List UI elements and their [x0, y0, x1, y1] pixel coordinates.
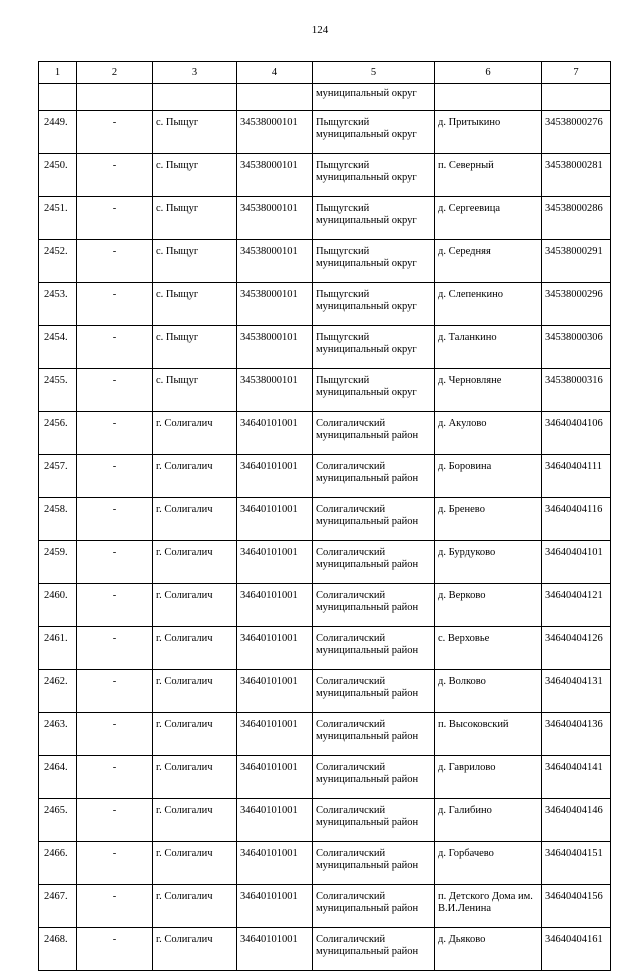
cell-oktmo-settlement: 34640404116 [542, 498, 611, 541]
cell-oktmo-settlement: 34538000291 [542, 240, 611, 283]
cell-row-number: 2463. [39, 713, 77, 756]
table-row [39, 541, 611, 584]
cell-settlement: д. Сергеевица [435, 197, 542, 240]
cell-settlement: д. Бурдуково [435, 541, 542, 584]
table-row [39, 197, 611, 240]
cell-dash: - [77, 928, 153, 971]
cell-oktmo-center: 34538000101 [237, 240, 313, 283]
cell-row-number: 2456. [39, 412, 77, 455]
cell-dash: - [77, 197, 153, 240]
cell-dash: - [77, 670, 153, 713]
table-row [39, 283, 611, 326]
cell-oktmo-settlement: 34640404111 [542, 455, 611, 498]
cell-oktmo-center: 34640101001 [237, 885, 313, 928]
table-row [39, 240, 611, 283]
cell-row-number: 2449. [39, 111, 77, 154]
cell-oktmo-settlement: 34538000296 [542, 283, 611, 326]
table-row [39, 799, 611, 842]
cell-district: Солигаличский муниципальный район [313, 670, 435, 713]
table-row [39, 498, 611, 541]
cell-dash: - [77, 369, 153, 412]
cell-district: Пыщугский муниципальный округ [313, 326, 435, 369]
cell-oktmo-settlement: 34538000281 [542, 154, 611, 197]
cell-settlement: д. Акулово [435, 412, 542, 455]
cell-district: Солигаличский муниципальный район [313, 799, 435, 842]
cell-admin-center: г. Солигалич [153, 627, 237, 670]
cell-settlement: п. Высоковский [435, 713, 542, 756]
cell-oktmo-settlement: 34538000316 [542, 369, 611, 412]
table-row [39, 584, 611, 627]
cell-settlement: д. Бренево [435, 498, 542, 541]
cell-oktmo-center: 34640101001 [237, 584, 313, 627]
cell-row-number: 2452. [39, 240, 77, 283]
cell-settlement: п. Северный [435, 154, 542, 197]
cell-oktmo-center: 34640101001 [237, 799, 313, 842]
cell-oktmo-settlement: 34640404126 [542, 627, 611, 670]
cell-admin-center: с. Пыщуг [153, 283, 237, 326]
cell-row-number: 2459. [39, 541, 77, 584]
settlements-table [38, 61, 611, 971]
cell-settlement: д. Черновляне [435, 369, 542, 412]
cell-oktmo-center: 34640101001 [237, 541, 313, 584]
cell-district: Пыщугский муниципальный округ [313, 283, 435, 326]
cell-settlement: д. Слепенкино [435, 283, 542, 326]
table-row [39, 154, 611, 197]
cell-admin-center: г. Солигалич [153, 756, 237, 799]
cell-row-number: 2454. [39, 326, 77, 369]
cell [153, 84, 237, 111]
cell-dash: - [77, 283, 153, 326]
cell-oktmo-center: 34538000101 [237, 326, 313, 369]
cell [435, 84, 542, 111]
column-header: 5 [313, 62, 435, 84]
continuation-row [39, 84, 611, 111]
cell-admin-center: с. Пыщуг [153, 111, 237, 154]
cell-oktmo-settlement: 34640404151 [542, 842, 611, 885]
cell-oktmo-settlement: 34640404146 [542, 799, 611, 842]
cell-district: Пыщугский муниципальный округ [313, 111, 435, 154]
table-row [39, 455, 611, 498]
cell-oktmo-center: 34538000101 [237, 197, 313, 240]
cell-admin-center: г. Солигалич [153, 670, 237, 713]
cell-dash: - [77, 584, 153, 627]
cell-oktmo-center: 34640101001 [237, 756, 313, 799]
column-header: 4 [237, 62, 313, 84]
cell-settlement: д. Верково [435, 584, 542, 627]
table-row [39, 842, 611, 885]
cell-settlement: д. Галибино [435, 799, 542, 842]
cell-district: Пыщугский муниципальный округ [313, 197, 435, 240]
cell-oktmo-settlement: 34640404106 [542, 412, 611, 455]
cell-admin-center: г. Солигалич [153, 713, 237, 756]
cell-district: Солигаличский муниципальный район [313, 627, 435, 670]
cell-oktmo-settlement: 34640404161 [542, 928, 611, 971]
cell-admin-center: г. Солигалич [153, 928, 237, 971]
page-number: 124 [311, 24, 329, 36]
cell-row-number: 2451. [39, 197, 77, 240]
table-row [39, 670, 611, 713]
cell-dash: - [77, 498, 153, 541]
column-header: 1 [39, 62, 77, 84]
cell-row-number: 2468. [39, 928, 77, 971]
cell-admin-center: с. Пыщуг [153, 197, 237, 240]
cell-oktmo-center: 34538000101 [237, 369, 313, 412]
cell-oktmo-settlement: 34538000286 [542, 197, 611, 240]
cell-settlement: д. Боровина [435, 455, 542, 498]
cell-settlement: д. Гаврилово [435, 756, 542, 799]
cell-dash: - [77, 799, 153, 842]
cell-oktmo-settlement: 34538000276 [542, 111, 611, 154]
column-header: 6 [435, 62, 542, 84]
table-row [39, 756, 611, 799]
cell-dash: - [77, 842, 153, 885]
cell-admin-center: с. Пыщуг [153, 326, 237, 369]
cell-oktmo-center: 34640101001 [237, 627, 313, 670]
cell [542, 84, 611, 111]
cell-district: Солигаличский муниципальный район [313, 584, 435, 627]
cell-district: Солигаличский муниципальный район [313, 412, 435, 455]
cell-admin-center: с. Пыщуг [153, 154, 237, 197]
cell-oktmo-center: 34538000101 [237, 111, 313, 154]
cell-oktmo-center: 34538000101 [237, 154, 313, 197]
cell-admin-center: г. Солигалич [153, 541, 237, 584]
cell-settlement: п. Детского Дома им. В.И.Ленина [435, 885, 542, 928]
cell-district: Пыщугский муниципальный округ [313, 154, 435, 197]
cell-oktmo-center: 34640101001 [237, 498, 313, 541]
cell-oktmo-center: 34640101001 [237, 928, 313, 971]
cell-oktmo-settlement: 34640404136 [542, 713, 611, 756]
cell-oktmo-center: 34640101001 [237, 842, 313, 885]
column-header: 3 [153, 62, 237, 84]
cell-admin-center: г. Солигалич [153, 455, 237, 498]
cell-oktmo-center: 34538000101 [237, 283, 313, 326]
cell-settlement: д. Горбачево [435, 842, 542, 885]
cell-district: Пыщугский муниципальный округ [313, 240, 435, 283]
cell-oktmo-settlement: 34640404141 [542, 756, 611, 799]
cell-district: Солигаличский муниципальный район [313, 713, 435, 756]
cell-admin-center: г. Солигалич [153, 842, 237, 885]
cell-row-number: 2465. [39, 799, 77, 842]
cell-admin-center: г. Солигалич [153, 412, 237, 455]
table-row [39, 412, 611, 455]
cell-oktmo-center: 34640101001 [237, 455, 313, 498]
cell-admin-center: с. Пыщуг [153, 369, 237, 412]
cell-dash: - [77, 154, 153, 197]
cell-district: Солигаличский муниципальный район [313, 498, 435, 541]
cell-admin-center: г. Солигалич [153, 584, 237, 627]
cell-row-number: 2461. [39, 627, 77, 670]
table-row [39, 111, 611, 154]
column-header: 7 [542, 62, 611, 84]
cell-dash: - [77, 111, 153, 154]
table-row [39, 326, 611, 369]
cell-settlement: д. Притыкино [435, 111, 542, 154]
cell [77, 84, 153, 111]
cell-oktmo-settlement: 34640404101 [542, 541, 611, 584]
cell-district: Солигаличский муниципальный район [313, 842, 435, 885]
cell-settlement: д. Волково [435, 670, 542, 713]
column-header: 2 [77, 62, 153, 84]
cell-oktmo-center: 34640101001 [237, 412, 313, 455]
cell-dash: - [77, 455, 153, 498]
table-row [39, 713, 611, 756]
cell-row-number: 2460. [39, 584, 77, 627]
cell-row-number: 2457. [39, 455, 77, 498]
cell-district: Пыщугский муниципальный округ [313, 369, 435, 412]
cell-dash: - [77, 713, 153, 756]
cell-oktmo-settlement: 34640404121 [542, 584, 611, 627]
cell-admin-center: г. Солигалич [153, 885, 237, 928]
cell-district: Солигаличский муниципальный район [313, 455, 435, 498]
cell-dash: - [77, 326, 153, 369]
cell-oktmo-settlement: 34640404156 [542, 885, 611, 928]
cell-settlement: д. Дьяково [435, 928, 542, 971]
cell-row-number: 2467. [39, 885, 77, 928]
cell-dash: - [77, 756, 153, 799]
cell-district: Солигаличский муниципальный район [313, 885, 435, 928]
cell-row-number: 2458. [39, 498, 77, 541]
cell-dash: - [77, 885, 153, 928]
cell-dash: - [77, 627, 153, 670]
table-row [39, 885, 611, 928]
cell-row-number: 2455. [39, 369, 77, 412]
cell [237, 84, 313, 111]
cell-oktmo-center: 34640101001 [237, 670, 313, 713]
cell-oktmo-settlement: 34640404131 [542, 670, 611, 713]
table-row [39, 627, 611, 670]
cell-settlement: д. Таланкино [435, 326, 542, 369]
cell-district: Солигаличский муниципальный район [313, 756, 435, 799]
cell-oktmo-settlement: 34538000306 [542, 326, 611, 369]
cell-row-number: 2453. [39, 283, 77, 326]
table-header-row [39, 62, 611, 84]
cell-row-number: 2464. [39, 756, 77, 799]
cell-row-number: 2450. [39, 154, 77, 197]
cell-row-number: 2462. [39, 670, 77, 713]
cell-settlement: д. Середняя [435, 240, 542, 283]
cell-admin-center: г. Солигалич [153, 498, 237, 541]
cell-district: Солигаличский муниципальный район [313, 541, 435, 584]
table-row [39, 928, 611, 971]
cell-admin-center: г. Солигалич [153, 799, 237, 842]
cell-dash: - [77, 240, 153, 283]
cell-district: муниципальный округ [313, 84, 435, 111]
cell [39, 84, 77, 111]
cell-dash: - [77, 541, 153, 584]
cell-district: Солигаличский муниципальный район [313, 928, 435, 971]
cell-row-number: 2466. [39, 842, 77, 885]
cell-admin-center: с. Пыщуг [153, 240, 237, 283]
cell-oktmo-center: 34640101001 [237, 713, 313, 756]
cell-dash: - [77, 412, 153, 455]
cell-settlement: с. Верховье [435, 627, 542, 670]
table-row [39, 369, 611, 412]
